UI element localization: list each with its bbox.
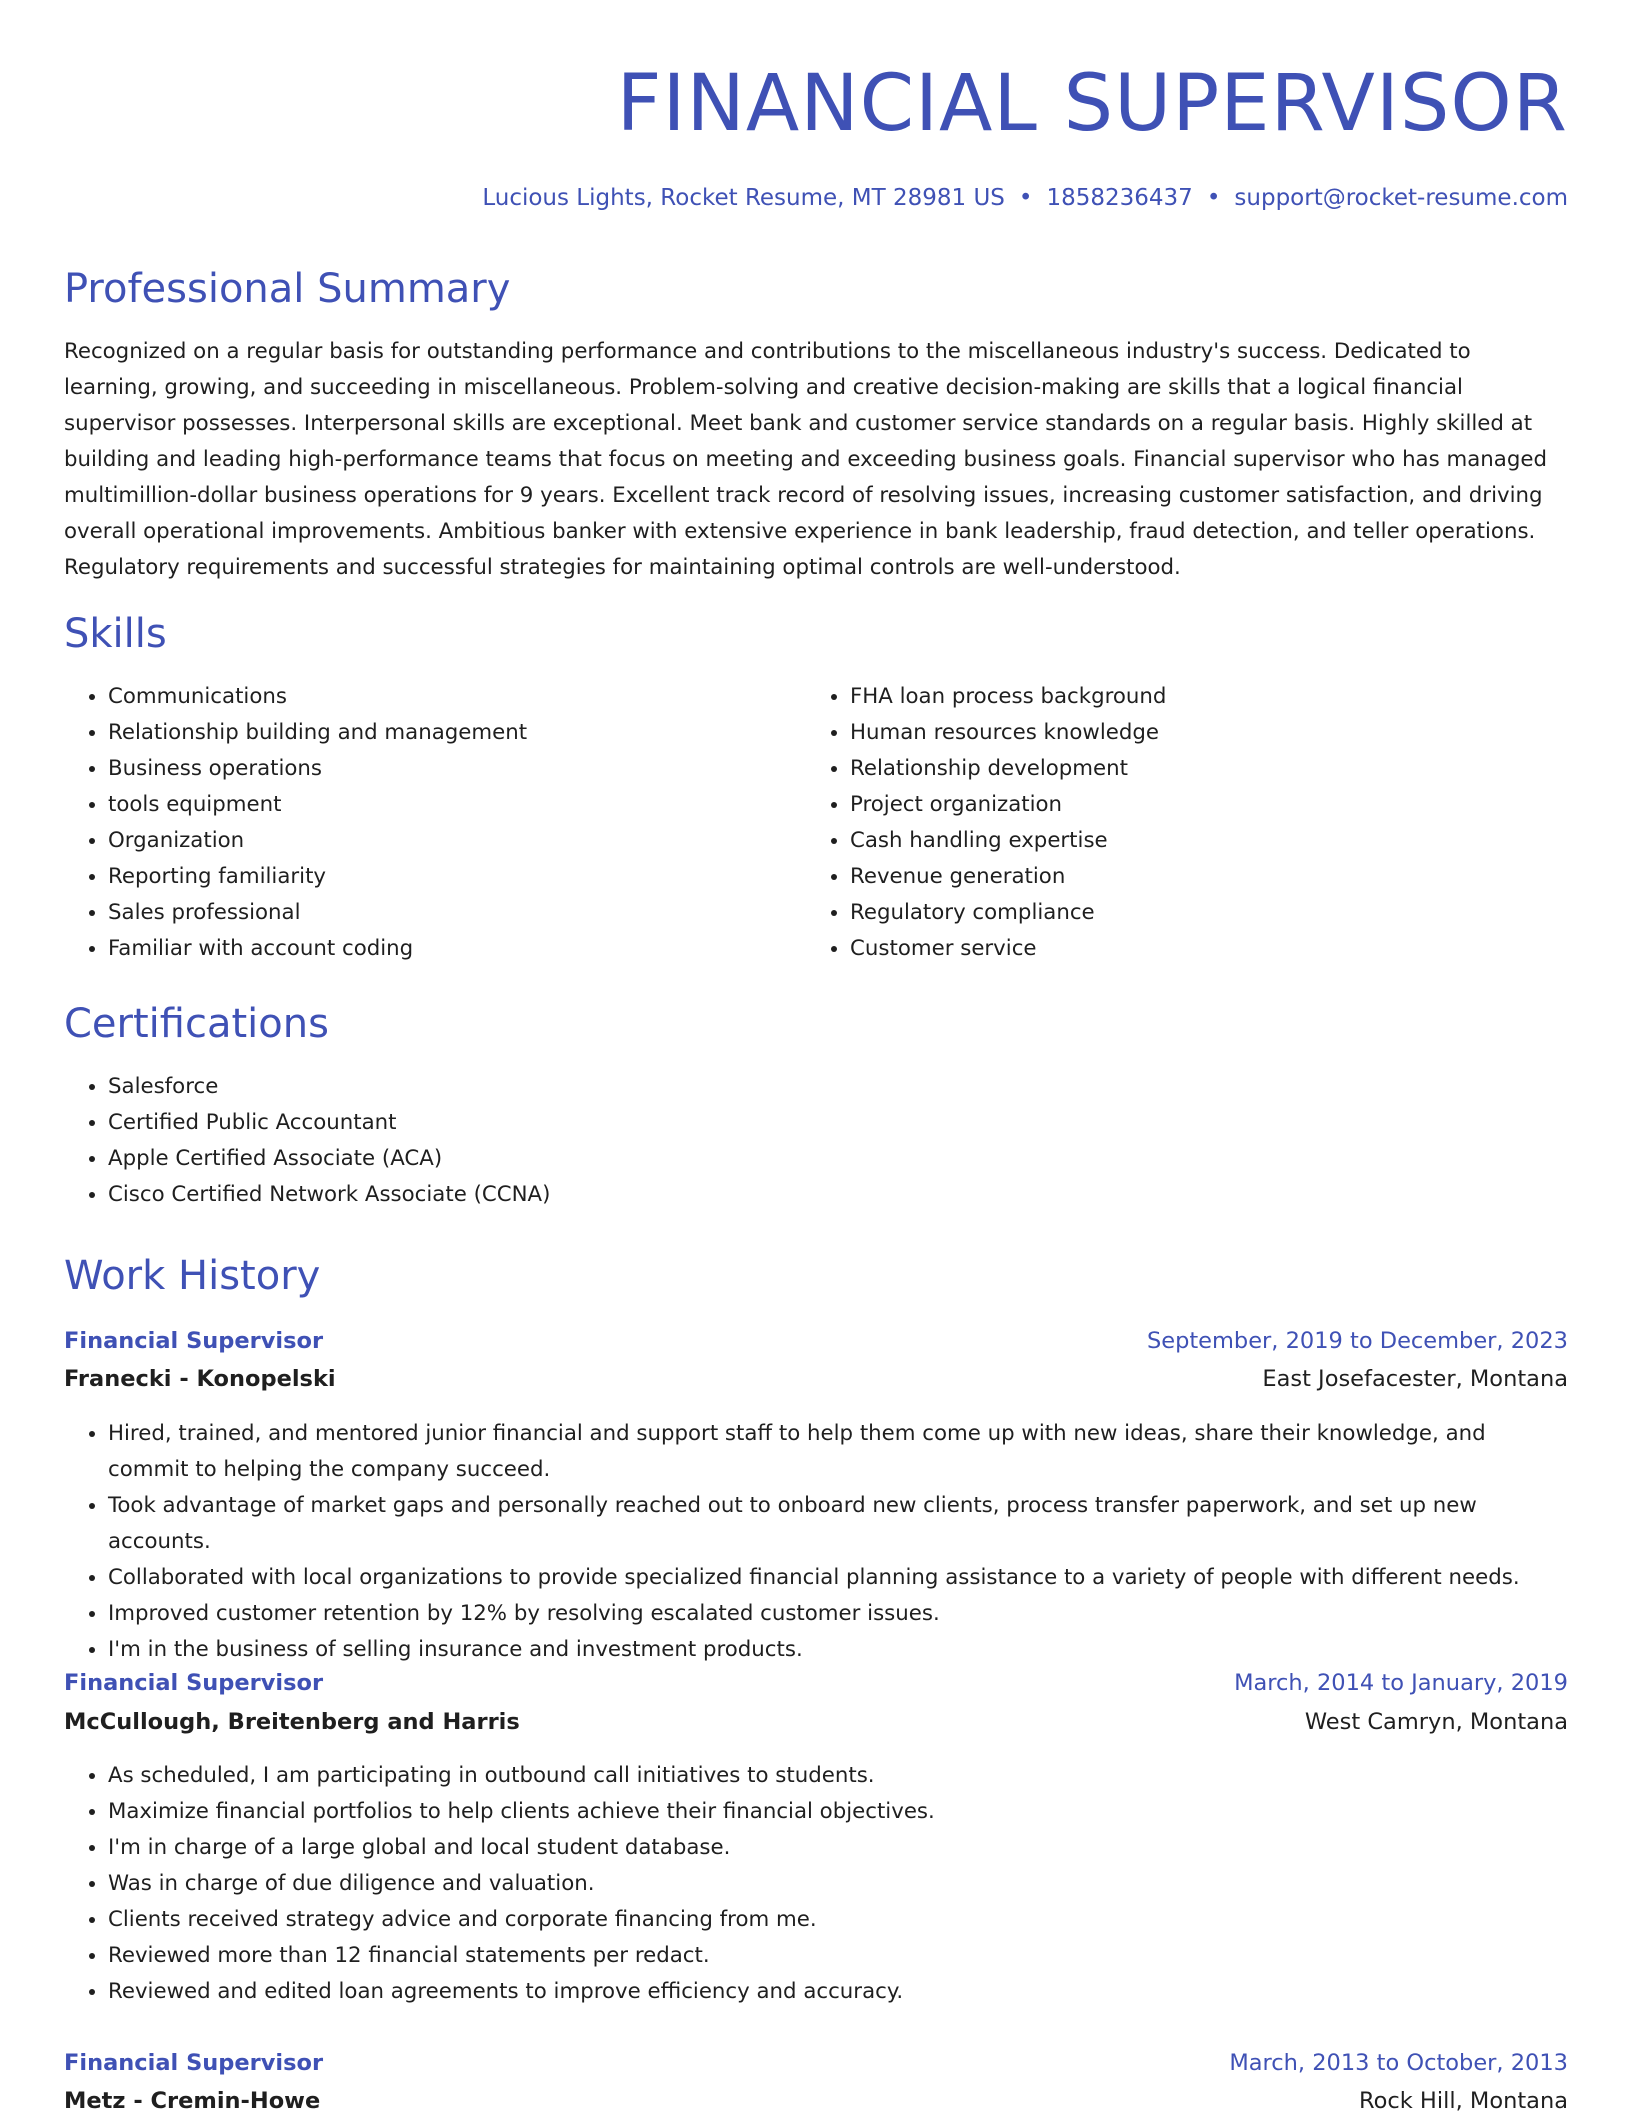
job-location: West Camryn, Montana (1304, 1709, 1568, 1735)
job-title: Financial Supervisor (64, 1328, 324, 1354)
skill-item: • Relationship building and management (108, 715, 808, 751)
job-bullet: • Clients received strategy advice and corporate financing from me. (108, 1902, 1568, 1938)
skill-item: • Familiar with account coding (108, 931, 808, 967)
job-bullet: • I'm in charge of a large global and local student database. (108, 1830, 1568, 1866)
job-dates: March, 2014 to January, 2019 (1234, 1670, 1568, 1696)
skill-item: • Customer service (850, 931, 1550, 967)
contact-phone: 1858236437 (1046, 185, 1193, 211)
certification-item: • Certified Public Accountant (108, 1105, 1108, 1141)
skill-item: • Human resources knowledge (850, 715, 1550, 751)
section-heading-summary: Professional Summary (64, 266, 511, 312)
skill-item: • Revenue generation (850, 859, 1550, 895)
job-location: East Josefacester, Montana (1262, 1366, 1568, 1392)
resume-name: FINANCIAL SUPERVISOR (616, 59, 1568, 149)
job-dates: March, 2013 to October, 2013 (1229, 2050, 1568, 2076)
job-bullet: • Reviewed and edited loan agreements to improve efficiency and accuracy. (108, 1974, 1568, 2010)
skill-item: • Business operations (108, 751, 808, 787)
job-bullet: • Hired, trained, and mentored junior financial and support staff to help them come up with new ideas, share their knowledge, and commit to helping the company succeed. (108, 1416, 1568, 1488)
summary-text: Recognized on a regular basis for outstanding performance and contributions to the miscellaneous industry's success. Dedicated to learning, growing, and succeeding in miscellaneous. Problem-solving and creative decision-making are skills that a logical financial supervisor possesses. Interpersonal skills are exceptional. Meet bank and customer service standards on a regular basis. Highly skilled at building and leading high-performance teams that focus on meeting and exceeding business goals. Financial supervisor who has managed multimillion-dollar business operations for 9 years. Excellent track record of resolving issues, increasing customer satisfaction, and driving overall operational improvements. Ambitious banker with extensive experience in bank leadership, fraud detection, and teller operations. Regulatory requirements and successful strategies for maintaining optimal controls are well-understood. (64, 339, 1547, 580)
job-dates: September, 2019 to December, 2023 (1146, 1328, 1568, 1354)
job-bullet: • Collaborated with local organizations to provide specialized financial planning assistance to a variety of people with different needs. (108, 1560, 1568, 1596)
skill-item: • FHA loan process background (850, 679, 1550, 715)
certification-item: • Salesforce (108, 1069, 1108, 1105)
skills-list-left (64, 679, 808, 967)
job-company: Metz - Cremin-Howe (64, 2088, 321, 2114)
contact-email[interactable]: support@rocket-resume.com (1234, 185, 1568, 211)
section-heading-work-history: Work History (64, 1253, 321, 1299)
job-bullet: • Reviewed more than 12 financial statements per redact. (108, 1938, 1568, 1974)
job-title: Financial Supervisor (64, 1670, 324, 1696)
skill-item: • Sales professional (108, 895, 808, 931)
skill-item: • tools equipment (108, 787, 808, 823)
skill-item: • Relationship development (850, 751, 1550, 787)
section-heading-certifications: Certifications (64, 1001, 329, 1047)
skill-item: • Reporting familiarity (108, 859, 808, 895)
job-bullets (64, 1416, 1568, 1668)
job-bullet: • I'm in the business of selling insurance and investment products. (108, 1632, 1568, 1668)
job-bullet: • Was in charge of due diligence and valuation. (108, 1866, 1568, 1902)
job-title: Financial Supervisor (64, 2050, 324, 2076)
contact-line (482, 180, 1568, 216)
skills-list-right (806, 679, 1550, 967)
job-company: McCullough, Breitenberg and Harris (64, 1709, 520, 1735)
certifications-list (64, 1069, 1108, 1213)
skill-item: • Organization (108, 823, 808, 859)
job-bullet: • As scheduled, I am participating in outbound call initiatives to students. (108, 1758, 1568, 1794)
certification-item: • Cisco Certified Network Associate (CCNA) (108, 1177, 1108, 1213)
section-heading-skills: Skills (64, 611, 167, 657)
contact-address: Lucious Lights, Rocket Resume, MT 28981 US (482, 185, 1005, 211)
contact-separator: • (1018, 185, 1033, 211)
job-company: Franecki - Konopelski (64, 1366, 336, 1392)
skill-item: • Communications (108, 679, 808, 715)
job-bullet: • Took advantage of market gaps and personally reached out to onboard new clients, process transfer paperwork, and set up new accounts. (108, 1488, 1568, 1560)
skill-item: • Regulatory compliance (850, 895, 1550, 931)
job-bullet: • Improved customer retention by 12% by resolving escalated customer issues. (108, 1596, 1568, 1632)
skill-item: • Project organization (850, 787, 1550, 823)
certification-item: • Apple Certified Associate (ACA) (108, 1141, 1108, 1177)
skill-item: • Cash handling expertise (850, 823, 1550, 859)
job-bullet: • Maximize financial portfolios to help clients achieve their financial objectives. (108, 1794, 1568, 1830)
job-bullets (64, 1758, 1568, 2010)
contact-separator: • (1206, 185, 1221, 211)
job-location: Rock Hill, Montana (1358, 2088, 1568, 2114)
